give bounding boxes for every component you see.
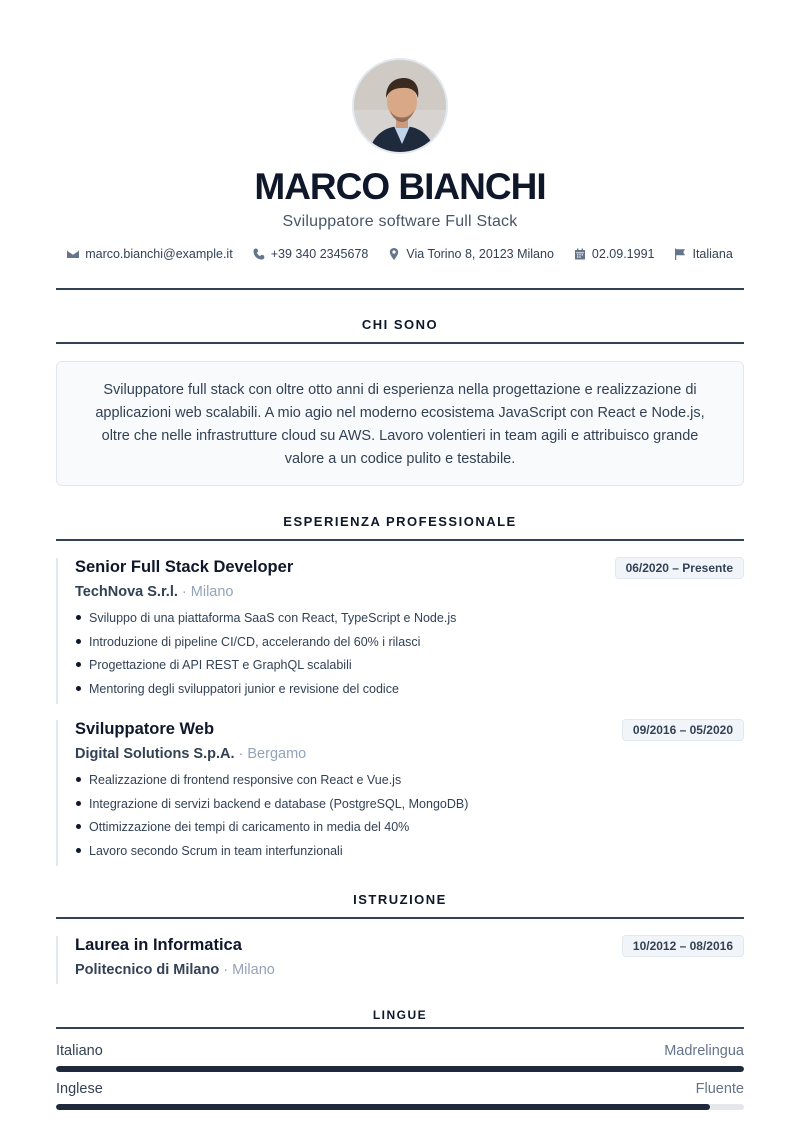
company-location: · Milano: [181, 584, 234, 600]
section-title-education: ISTRUZIONE: [353, 892, 447, 907]
section-divider-experience: [56, 539, 744, 541]
language-bar-fill: [56, 1104, 710, 1110]
job-role: Sviluppatore Web: [75, 720, 215, 738]
school-line: [75, 962, 744, 978]
language-level: Fluente: [695, 1081, 744, 1097]
company-line: [75, 746, 744, 762]
map-pin-icon: [388, 248, 400, 260]
contact-phone[interactable]: [253, 247, 369, 261]
company-location: · Bergamo: [238, 746, 307, 762]
envelope-icon: [67, 248, 79, 260]
nationality-text: Italiana: [692, 247, 733, 261]
avatar: [352, 58, 448, 154]
contact-birthdate: [574, 247, 655, 261]
company-name: TechNova S.r.l.: [75, 584, 178, 600]
company-name: Digital Solutions S.p.A.: [75, 746, 235, 762]
job-bullets: [75, 609, 744, 704]
contact-email[interactable]: [67, 247, 232, 261]
education-item: [56, 936, 744, 984]
header-divider: [56, 288, 744, 290]
email-text: marco.bianchi@example.it: [85, 247, 233, 261]
language-bar: [56, 1104, 744, 1110]
job-bullets: [75, 771, 744, 866]
language-row: [56, 1043, 744, 1072]
school-location: · Milano: [223, 962, 275, 978]
list-item: Mentoring degli sviluppatori junior e revisione del codice: [75, 680, 744, 704]
section-divider-education: [56, 917, 744, 919]
experience-item: [56, 720, 744, 866]
language-level: Madrelingua: [664, 1043, 744, 1059]
date-badge: 06/2020 – Presente: [615, 557, 744, 579]
list-item: Sviluppo di una piattaforma SaaS con React, TypeScript e Node.js: [75, 609, 744, 633]
language-bar-fill: [56, 1066, 744, 1072]
phone-icon: [253, 248, 265, 260]
language-bar: [56, 1066, 744, 1072]
list-item: Integrazione di servizi backend e database (PostgreSQL, MongoDB): [75, 795, 744, 819]
candidate-name: MARCO BIANCHI: [254, 166, 546, 207]
language-name: Inglese: [56, 1081, 103, 1097]
birthdate-text: 02.09.1991: [591, 247, 655, 261]
contact-bar: [0, 247, 800, 261]
language-name: Italiano: [56, 1043, 103, 1059]
list-item: Progettazione di API REST e GraphQL scalabili: [75, 656, 744, 680]
school-name: Politecnico di Milano: [75, 962, 220, 978]
contact-nationality: [674, 247, 732, 261]
section-title-languages: LINGUE: [372, 1008, 428, 1022]
section-divider-languages: [56, 1027, 744, 1029]
section-title-experience: ESPERIENZA PROFESSIONALE: [283, 514, 517, 529]
list-item: Lavoro secondo Scrum in team interfunzionali: [75, 842, 744, 866]
list-item: Ottimizzazione dei tempi di caricamento in media del 40%: [75, 818, 744, 842]
language-row: [56, 1081, 744, 1110]
date-badge: 09/2016 – 05/2020: [622, 719, 744, 741]
flag-icon: [674, 248, 686, 260]
section-divider-about: [56, 342, 744, 344]
date-badge: 10/2012 – 08/2016: [622, 935, 744, 957]
phone-text: +39 340 2345678: [270, 247, 369, 261]
contact-address: [388, 247, 554, 261]
job-role: Senior Full Stack Developer: [75, 558, 294, 576]
address-text: Via Torino 8, 20123 Milano: [406, 247, 554, 261]
calendar-icon: [574, 248, 586, 260]
experience-item: [56, 558, 744, 704]
company-line: [75, 584, 744, 600]
section-title-about: CHI SONO: [361, 317, 439, 332]
list-item: Realizzazione di frontend responsive con React e Vue.js: [75, 771, 744, 795]
about-summary: Sviluppatore full stack con oltre otto anni di esperienza nella progettazione e realizzazione di applicazioni web scalabili. A mio agio nel moderno ecosistema JavaScript con React e Node.js, oltre che nelle infrastrutture cloud su AWS. Lavoro volentieri in team agili e attribuisco grande valore a un codice pulito e testabile.: [56, 361, 744, 486]
job-title: Sviluppatore software Full Stack: [282, 213, 518, 230]
list-item: Introduzione di pipeline CI/CD, accelerando del 60% i rilasci: [75, 633, 744, 657]
degree-title: Laurea in Informatica: [75, 936, 242, 954]
